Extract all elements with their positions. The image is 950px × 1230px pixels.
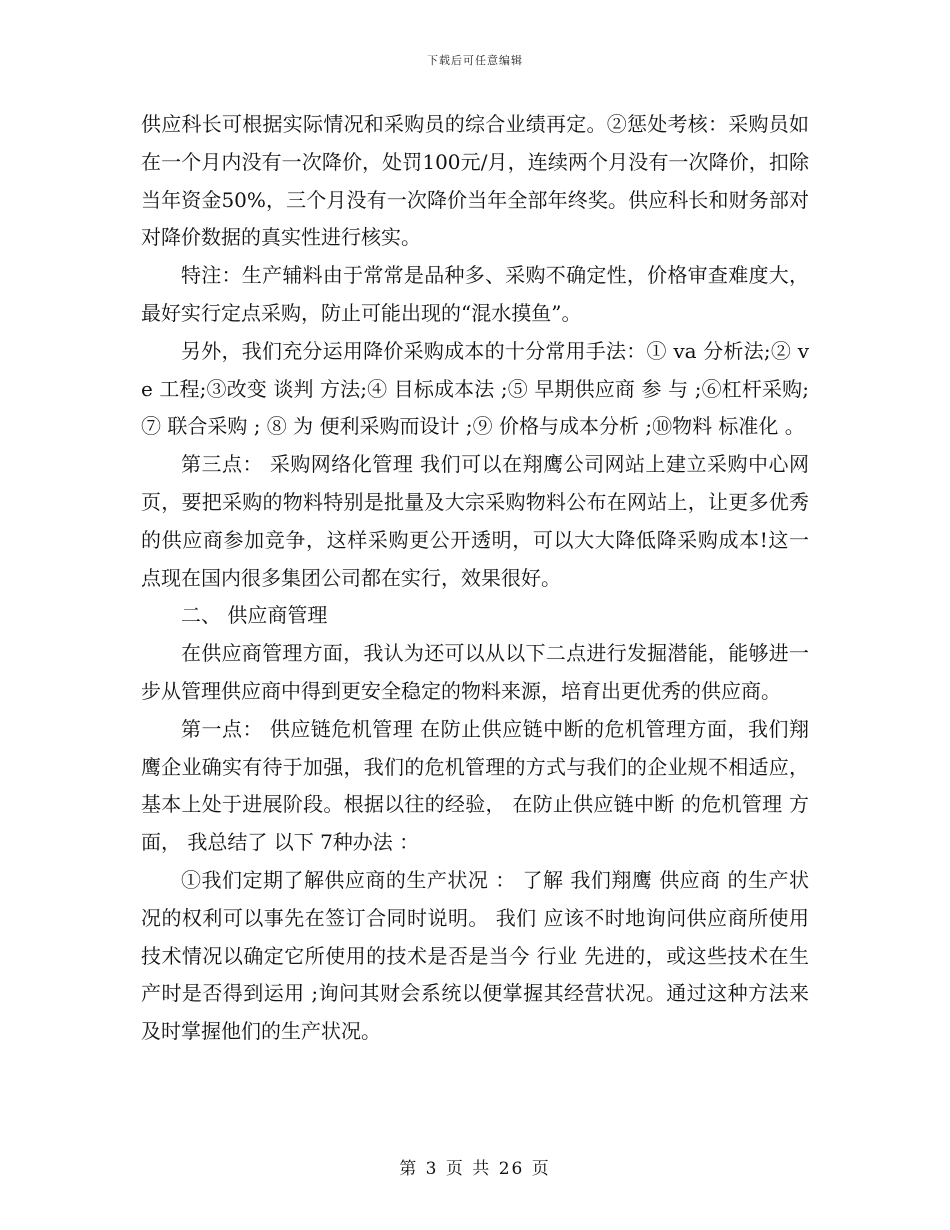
section-heading: 二、 供应商管理: [181, 603, 328, 628]
paragraph: 在供应商管理方面，我认为还可以从以下二点进行发掘潜能，能够进一步从管理供应商中得到更安全稳定的物料来源，培育出更优秀的供应商。: [141, 641, 809, 703]
paragraph: 第一点： 供应链危机管理 在防止供应链中断的危机管理方面，我们翔鹰企业确实有待于加强，我们的危机管理的方式与我们的企业规不相适应，基本上处于进展阶段。根据以往的经验， 在防止供应链中断 的危机管理 方面， 我总结了 以下 7种办法 ：: [141, 716, 809, 855]
page-number: 第 3 页 共 26 页: [399, 1159, 551, 1179]
paragraph: 供应科长可根据实际情况和采购员的综合业绩再定。②惩处考核：采购员如在一个月内没有一次降价，处罚100元/月，连续两个月没有一次降价，扣除当年资金50%，三个月没有一次降价当年全部年终奖。供应科长和财务部对对降价数据的真实性进行核实。: [141, 112, 809, 250]
page-header: 下载后可任意编辑: [427, 54, 523, 67]
paragraph: 第三点： 采购网络化管理 我们可以在翔鹰公司网站上建立采购中心网页，要把采购的物料特别是批量及大宗采购物料公布在网站上，让更多优秀的供应商参加竞争，这样采购更公开透明，可以大大降低降采购成本!这一点现在国内很多集团公司都在实行，效果很好。: [141, 452, 809, 590]
paragraph: 特注：生产辅料由于常常是品种多、采购不确定性，价格审查难度大，最好实行定点采购，防止可能出现的“混水摸鱼”。: [141, 263, 809, 325]
paragraph: 另外，我们充分运用降价采购成本的十分常用手法：① va 分析法;② ve 工程;③改变 谈判 方法;④ 目标成本法 ;⑤ 早期供应商 参 与 ;⑥杠杆采购;⑦ 联合采购 ; ⑧ 为 便利采购而设计 ;⑨ 价格与成本分析 ;⑩物料 标准化 。: [141, 338, 809, 439]
document-body: [141, 106, 809, 1051]
paragraph: ①我们定期了解供应商的生产状况 ： 了解 我们翔鹰 供应商 的生产状况的权利可以事先在签订合同时说明。 我们 应该不时地询问供应商所使用技术情况以确定它所使用的技术是否是当今 行业 先进的，或这些技术在生产时是否得到运用 ;询问其财会系统以便掌握其经营状况。通过这种方法来及时掌握他们的生产状况。: [141, 867, 809, 1044]
